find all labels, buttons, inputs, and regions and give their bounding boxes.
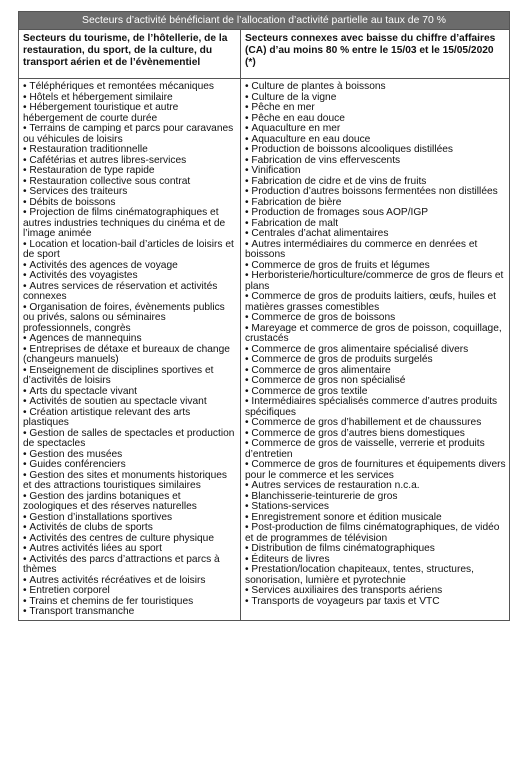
sector-list-item: • Trains et chemins de fer touristiques: [23, 597, 237, 608]
sector-list-item: • Activités des voyagistes: [23, 271, 237, 282]
sector-list-item: • Autres services de restauration n.c.a.: [245, 481, 506, 492]
sector-list-item: • Organisation de foires, évènements publics ou privés, salons ou séminaires professionnels, congrès: [23, 303, 237, 335]
sector-list-item: • Prestation/location chapiteaux, tentes, structures, sonorisation, lumière et pyrotechnie: [245, 565, 506, 586]
sector-list-item: • Vinification: [245, 166, 506, 177]
sector-list-item: • Aquaculture en mer: [245, 124, 506, 135]
sector-list-item: • Fabrication de bière: [245, 198, 506, 209]
sector-list-item: • Activités des parcs d’attractions et parcs à thèmes: [23, 555, 237, 576]
sector-list-item: • Fabrication de vins effervescents: [245, 156, 506, 167]
sector-list-item: • Création artistique relevant des arts plastiques: [23, 408, 237, 429]
sector-list-item: • Services des traiteurs: [23, 187, 237, 198]
sector-list-item: • Transport transmanche: [23, 607, 237, 618]
sector-table: [18, 11, 510, 621]
sector-list-item: • Commerce de gros de boissons: [245, 313, 506, 324]
sector-list-item: • Commerce de gros textile: [245, 387, 506, 398]
sector-list-item: • Intermédiaires spécialisés commerce d’autres produits spécifiques: [245, 397, 506, 418]
sector-list-item: • Location et location-bail d’articles de loisirs et de sport: [23, 240, 237, 261]
sector-list-item: • Distribution de films cinématographiques: [245, 544, 506, 555]
sector-list-item: • Autres services de réservation et activités connexes: [23, 282, 237, 303]
sector-list-item: • Autres intermédiaires du commerce en denrées et boissons: [245, 240, 506, 261]
sector-list-item: • Commerce de gros d’habillement et de chaussures: [245, 418, 506, 429]
sector-list-item: • Terrains de camping et parcs pour caravanes ou véhicules de loisirs: [23, 124, 237, 145]
left-column-header: Secteurs du tourisme, de l’hôtellerie, de la restauration, du sport, de la culture, du transport aérien et de l’évènementiel: [19, 30, 240, 79]
sector-list-item: • Projection de films cinématographiques et autres industries techniques du cinéma et de l’image animée: [23, 208, 237, 240]
table-columns: [19, 29, 509, 620]
sector-list-item: • Services auxiliaires des transports aériens: [245, 586, 506, 597]
sector-list-item: • Gestion des musées: [23, 450, 237, 461]
left-sector-list: [19, 79, 240, 620]
sector-list-item: • Stations-services: [245, 502, 506, 513]
left-column: [19, 30, 241, 620]
sector-list-item: • Mareyage et commerce de gros de poisson, coquillage, crustacés: [245, 324, 506, 345]
sector-list-item: • Enseignement de disciplines sportives et d’activités de loisirs: [23, 366, 237, 387]
sector-list-item: • Commerce de gros de produits laitiers, œufs, huiles et matières grasses comestibles: [245, 292, 506, 313]
sector-list-item: • Hôtels et hébergement similaire: [23, 93, 237, 104]
sector-list-item: • Production d’autres boissons fermentées non distillées: [245, 187, 506, 198]
sector-list-item: • Commerce de gros de vaisselle, verrerie et produits d’entretien: [245, 439, 506, 460]
sector-list-item: • Culture de la vigne: [245, 93, 506, 104]
sector-list-item: • Autres activités récréatives et de loisirs: [23, 576, 237, 587]
sector-list-item: • Gestion des sites et monuments historiques et des attractions touristiques similaires: [23, 471, 237, 492]
sector-list-item: • Culture de plantes à boissons: [245, 82, 506, 93]
table-title: Secteurs d’activité bénéficiant de l’allocation d’activité partielle au taux de 70 %: [19, 12, 509, 29]
right-column: [241, 30, 509, 620]
sector-list-item: • Aquaculture en eau douce: [245, 135, 506, 146]
sector-list-item: • Hébergement touristique et autre hébergement de courte durée: [23, 103, 237, 124]
sector-list-item: • Cafétérias et autres libres-services: [23, 156, 237, 167]
sector-list-item: • Fabrication de malt: [245, 219, 506, 230]
sector-list-item: • Gestion d’installations sportives: [23, 513, 237, 524]
sector-list-item: • Post-production de films cinématographiques, de vidéo et de programmes de télévision: [245, 523, 506, 544]
sector-list-item: • Arts du spectacle vivant: [23, 387, 237, 398]
sector-list-item: • Commerce de gros de produits surgelés: [245, 355, 506, 366]
sector-list-item: • Restauration de type rapide: [23, 166, 237, 177]
sector-list-item: • Centrales d’achat alimentaires: [245, 229, 506, 240]
sector-list-item: • Transports de voyageurs par taxis et VTC: [245, 597, 506, 608]
sector-list-item: • Gestion des jardins botaniques et zoologiques et des réserves naturelles: [23, 492, 237, 513]
sector-list-item: • Restauration collective sous contrat: [23, 177, 237, 188]
sector-list-item: • Activités des centres de culture physique: [23, 534, 237, 545]
sector-list-item: • Commerce de gros alimentaire: [245, 366, 506, 377]
sector-list-item: • Commerce de gros non spécialisé: [245, 376, 506, 387]
sector-list-item: • Commerce de gros alimentaire spécialisé divers: [245, 345, 506, 356]
sector-list-item: • Éditeurs de livres: [245, 555, 506, 566]
sector-list-item: • Entretien corporel: [23, 586, 237, 597]
sector-list-item: • Activités de clubs de sports: [23, 523, 237, 534]
sector-list-item: • Activités de soutien au spectacle vivant: [23, 397, 237, 408]
sector-list-item: • Commerce de gros d’autres biens domestiques: [245, 429, 506, 440]
sector-list-item: • Herboristerie/horticulture/commerce de gros de fleurs et plans: [245, 271, 506, 292]
sector-list-item: • Agences de mannequins: [23, 334, 237, 345]
sector-list-item: • Enregistrement sonore et édition musicale: [245, 513, 506, 524]
sector-list-item: • Autres activités liées au sport: [23, 544, 237, 555]
sector-list-item: • Commerce de gros de fruits et légumes: [245, 261, 506, 272]
sector-list-item: • Pêche en mer: [245, 103, 506, 114]
sector-list-item: • Restauration traditionnelle: [23, 145, 237, 156]
sector-list-item: • Guides conférenciers: [23, 460, 237, 471]
sector-list-item: • Gestion de salles de spectacles et production de spectacles: [23, 429, 237, 450]
sector-list-item: • Commerce de gros de fournitures et équipements divers pour le commerce et les services: [245, 460, 506, 481]
sector-list-item: • Téléphériques et remontées mécaniques: [23, 82, 237, 93]
sector-list-item: • Pêche en eau douce: [245, 114, 506, 125]
sector-list-item: • Débits de boissons: [23, 198, 237, 209]
sector-list-item: • Activités des agences de voyage: [23, 261, 237, 272]
sector-list-item: • Entreprises de détaxe et bureaux de change (changeurs manuels): [23, 345, 237, 366]
sector-list-item: • Production de fromages sous AOP/IGP: [245, 208, 506, 219]
right-sector-list: [241, 79, 509, 609]
right-column-header: Secteurs connexes avec baisse du chiffre d’affaires (CA) d’au moins 80 % entre le 15/03 et le 15/05/2020 (*): [241, 30, 509, 79]
sector-list-item: • Production de boissons alcooliques distillées: [245, 145, 506, 156]
sector-list-item: • Blanchisserie-teinturerie de gros: [245, 492, 506, 503]
sector-list-item: • Fabrication de cidre et de vins de fruits: [245, 177, 506, 188]
